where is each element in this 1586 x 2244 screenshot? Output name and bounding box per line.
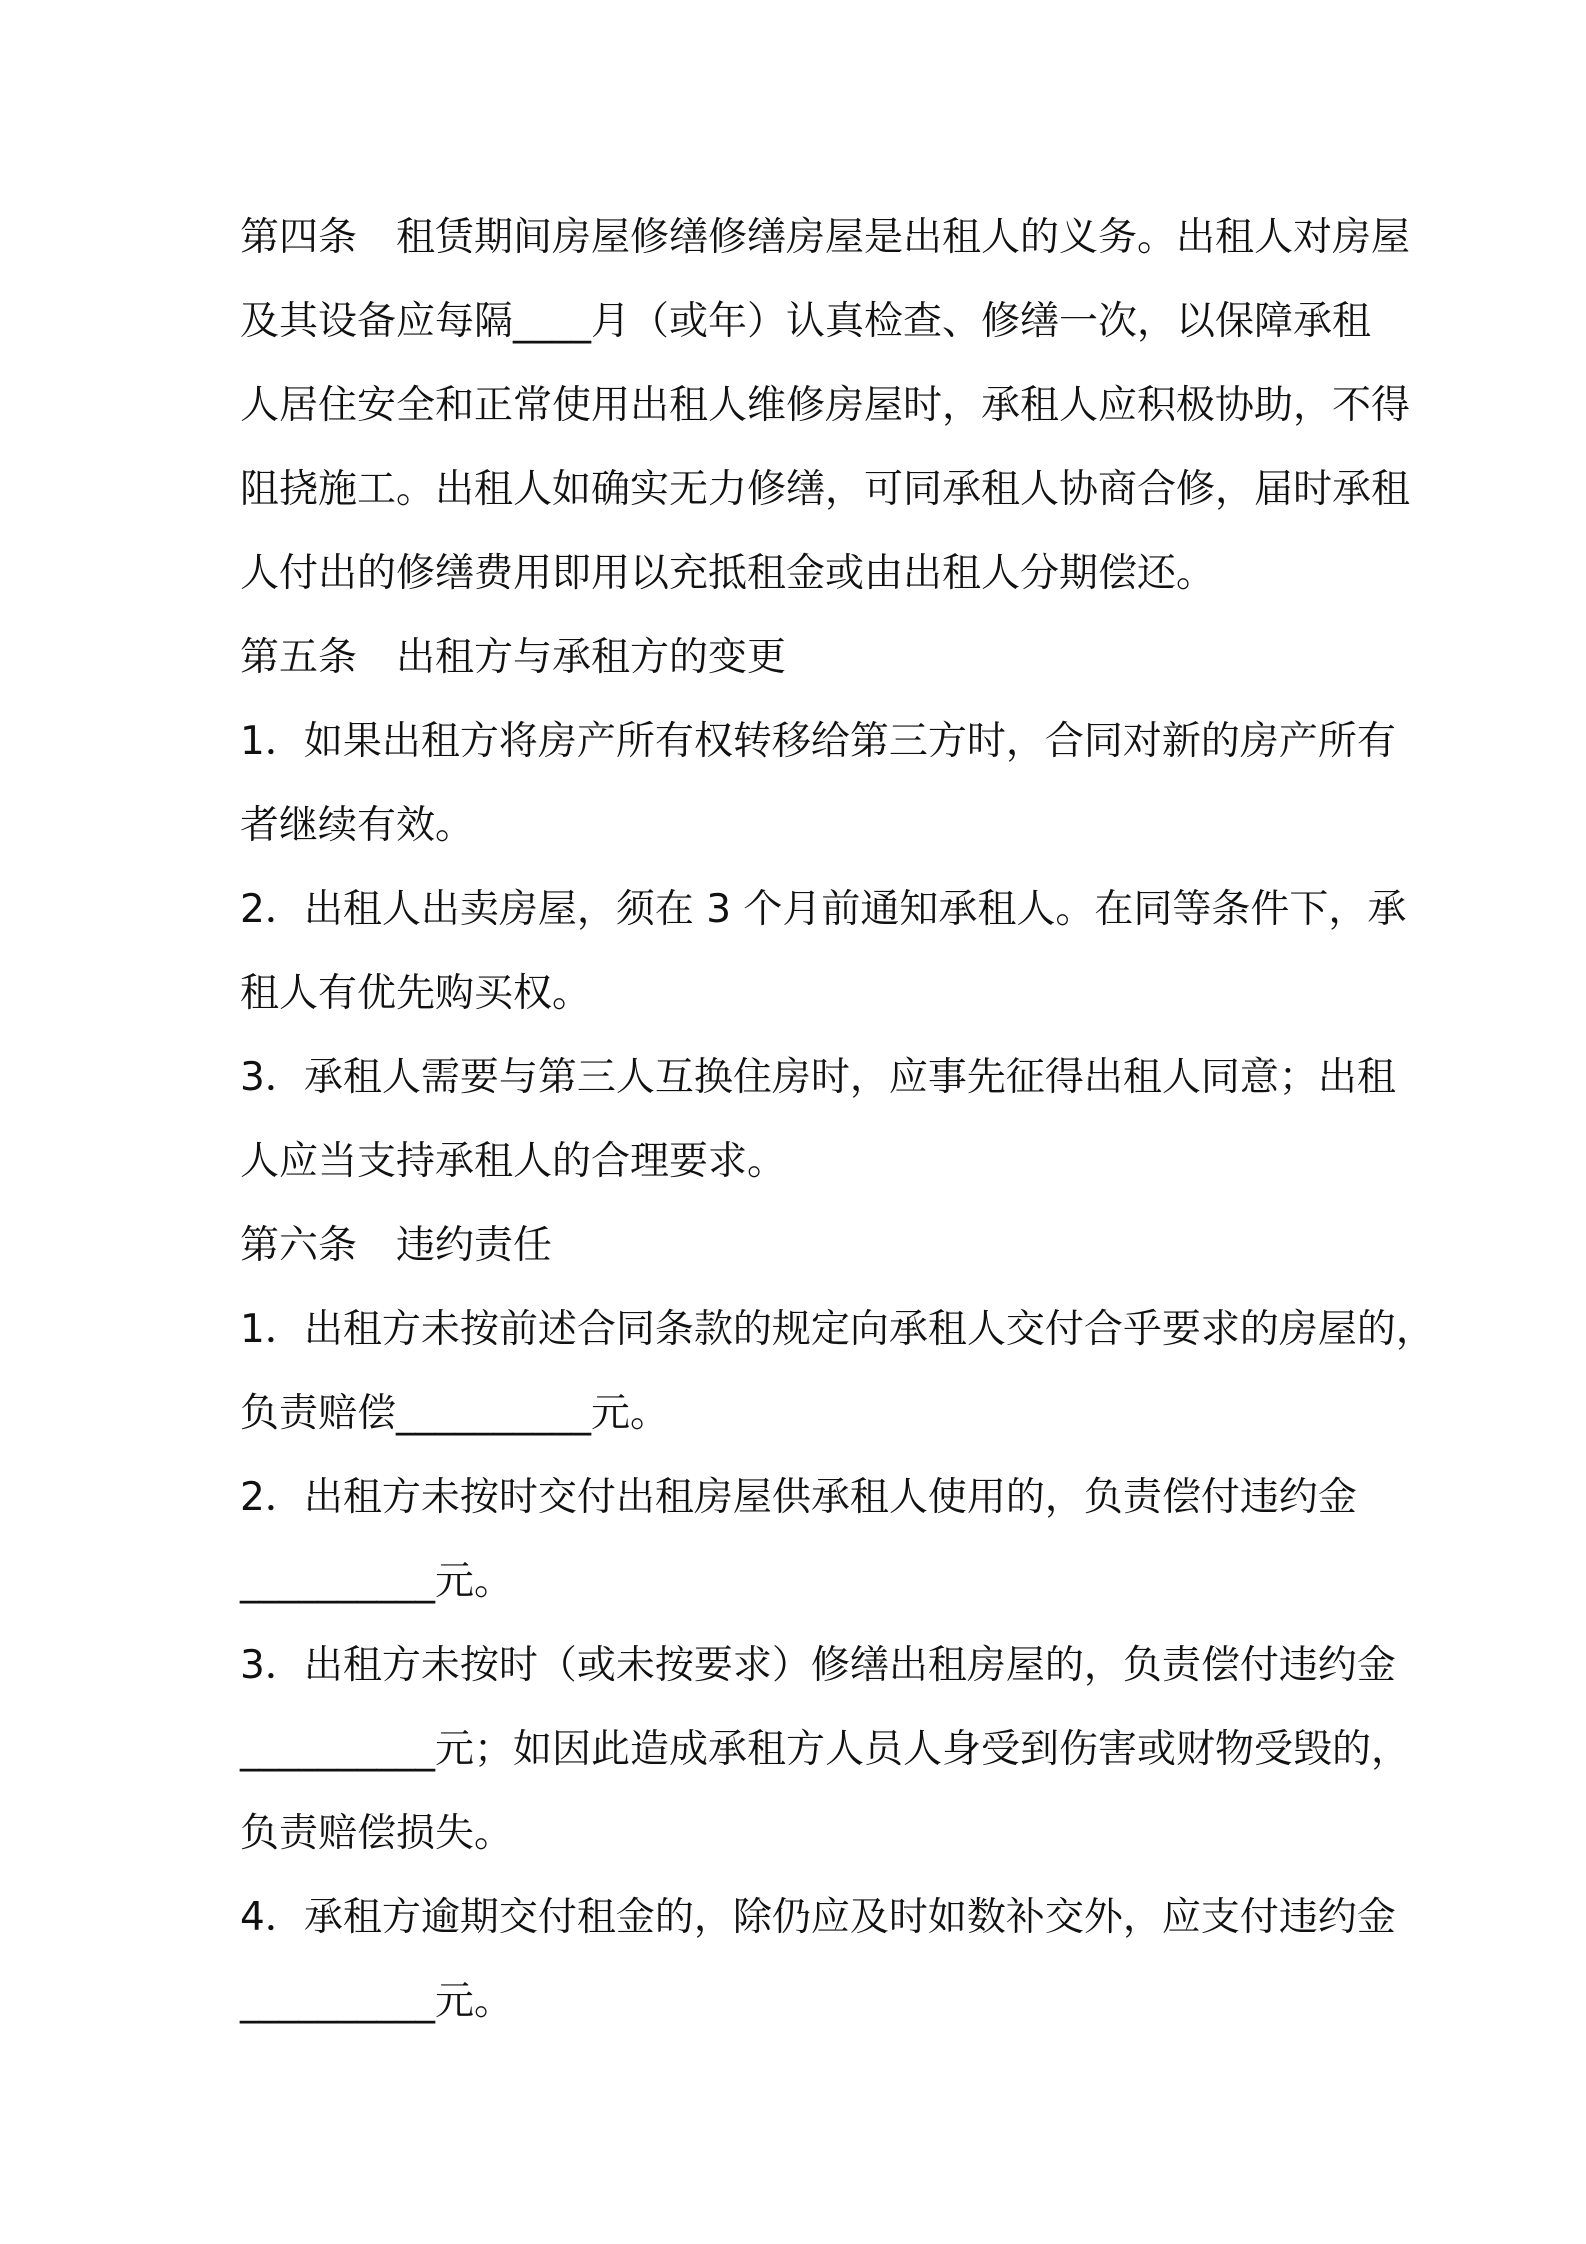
text-line: 人应当支持承租人的合理要求。 <box>240 1139 787 1184</box>
section-heading: 第五条 出租方与承租方的变更 <box>240 635 787 680</box>
text-line: 负责赔偿__________元。 <box>240 1391 670 1436</box>
text-line: 1．出租方未按前述合同条款的规定向承租人交付合乎要求的房屋的， <box>240 1307 1435 1352</box>
text-line: 3．承租人需要与第三人互换住房时，应事先征得出租人同意；出租 <box>240 1055 1396 1100</box>
text-line: 人居住安全和正常使用出租人维修房屋时，承租人应积极协助，不得 <box>240 383 1411 428</box>
text-line: 2．出租人出卖房屋，须在 3 个月前通知承租人。在同等条件下，承 <box>240 887 1407 932</box>
text-line: 4．承租方逾期交付租金的，除仍应及时如数补交外，应支付违约金 <box>240 1895 1396 1940</box>
text-line: __________元。 <box>240 1559 514 1604</box>
text-line: 租人有优先购买权。 <box>240 971 592 1016</box>
text-line: 者继续有效。 <box>240 803 475 848</box>
text-line: __________元。 <box>240 1979 514 2024</box>
section-heading: 第六条 违约责任 <box>240 1223 553 1268</box>
text-line: 及其设备应每隔____月（或年）认真检查、修缮一次，以保障承租 <box>240 299 1372 344</box>
text-line: __________元；如因此造成承租方人员人身受到伤害或财物受毁的， <box>240 1727 1411 1772</box>
text-line: 负责赔偿损失。 <box>240 1811 514 1856</box>
document-body <box>240 196 1435 2044</box>
text-line: 1．如果出租方将房产所有权转移给第三方时，合同对新的房产所有 <box>240 719 1396 764</box>
text-line: 第四条 租赁期间房屋修缮修缮房屋是出租人的义务。出租人对房屋 <box>240 215 1411 260</box>
text-line: 阻挠施工。出租人如确实无力修缮，可同承租人协商合修，届时承租 <box>240 467 1411 512</box>
text-line: 人付出的修缮费用即用以充抵租金或由出租人分期偿还。 <box>240 551 1216 596</box>
text-line: 3．出租方未按时（或未按要求）修缮出租房屋的，负责偿付违约金 <box>240 1643 1396 1688</box>
text-line: 2．出租方未按时交付出租房屋供承租人使用的，负责偿付违约金 <box>240 1475 1357 1520</box>
